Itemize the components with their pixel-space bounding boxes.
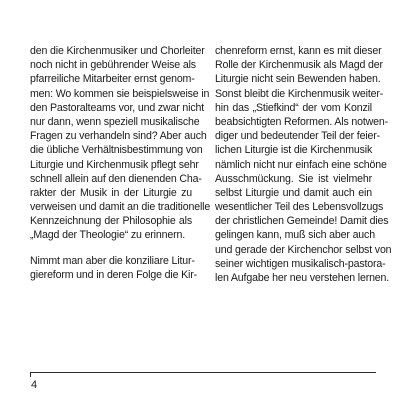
text-line: schnell allein auf den dienenden Cha- xyxy=(30,172,202,185)
text-line: seiner wichtigen musikalisch-pastora- xyxy=(215,257,386,270)
text-line: und gerade der Kirchenchor selbst von xyxy=(215,243,392,256)
left-paragraph-1 xyxy=(30,44,211,243)
text-line: nur dann, wenn speziell musikalische xyxy=(30,115,200,128)
text-line: nämlich nicht nur einfach eine schöne xyxy=(215,158,387,171)
text-line: verweisen und damit an die traditionelle xyxy=(30,201,211,214)
text-line: Sonst bleibt die Kirchenmusik weiter- xyxy=(215,87,384,100)
right-paragraph-1 xyxy=(215,44,392,285)
right-column xyxy=(215,44,392,285)
text-line: len Aufgabe her neu verstehen lernen. xyxy=(215,272,390,284)
text-line: Fragen zu verhandeln sind? Aber auch xyxy=(30,130,207,143)
text-line: Liturgie nicht sein Bewenden haben. xyxy=(215,73,381,86)
text-line: lichen Liturgie ist die Kirchenmusik xyxy=(215,144,373,157)
text-line: der christlichen Gemeinde! Damit dies xyxy=(215,215,389,228)
text-line: den die Kirchenmusiker und Chorleiter xyxy=(30,45,205,57)
text-line: chenreform ernst, kann es mit dieser xyxy=(215,45,382,57)
text-line: Rolle der Kirchenmusik als Magd der xyxy=(215,59,383,72)
text-line: den Pastoralteams vor, und zwar nicht xyxy=(30,101,205,114)
left-column xyxy=(30,44,211,282)
page-number: 4 xyxy=(31,379,38,391)
text-line: hin das „Stiefkind“ der vom Konzil xyxy=(215,101,372,114)
text-line: Kennzeichnung der Philosophie als xyxy=(30,215,192,228)
text-line: Ausschmückung. Sie ist vielmehr xyxy=(215,172,372,185)
text-line: beabsichtigten Reformen. Als notwen- xyxy=(215,115,389,128)
text-line: Nimmt man aber die konziliare Litur- xyxy=(30,254,195,267)
text-line: rakter der Musik in der Liturgie zu xyxy=(30,186,192,199)
text-line: wesentlicher Teil des Lebensvollzugs xyxy=(215,201,384,214)
left-paragraph-2 xyxy=(30,254,197,282)
footer-rule-tick xyxy=(30,372,31,377)
text-line: die übliche Verhältnisbestimmung von xyxy=(30,144,203,157)
text-line: Liturgie und Kirchenmusik pflegt sehr xyxy=(30,158,199,171)
text-line: „Magd der Theologie“ zu erinnern. xyxy=(30,229,186,242)
footer-rule xyxy=(30,372,376,373)
text-line: men: Wo kommen sie beispielsweise in xyxy=(30,87,210,100)
paragraph-gap xyxy=(30,243,192,254)
text-line: giereform und in deren Folge die Kir- xyxy=(30,268,197,281)
text-line: pfarreiliche Mitarbeiter ernst genom- xyxy=(30,73,195,86)
text-line: gelingen kann, muß sich aber auch xyxy=(215,229,375,242)
text-line: diger und bedeutender Teil der feier- xyxy=(215,130,381,143)
text-line: noch nicht in gebührender Weise als xyxy=(30,59,196,72)
text-line: selbst Liturgie und damit auch ein xyxy=(215,186,372,199)
